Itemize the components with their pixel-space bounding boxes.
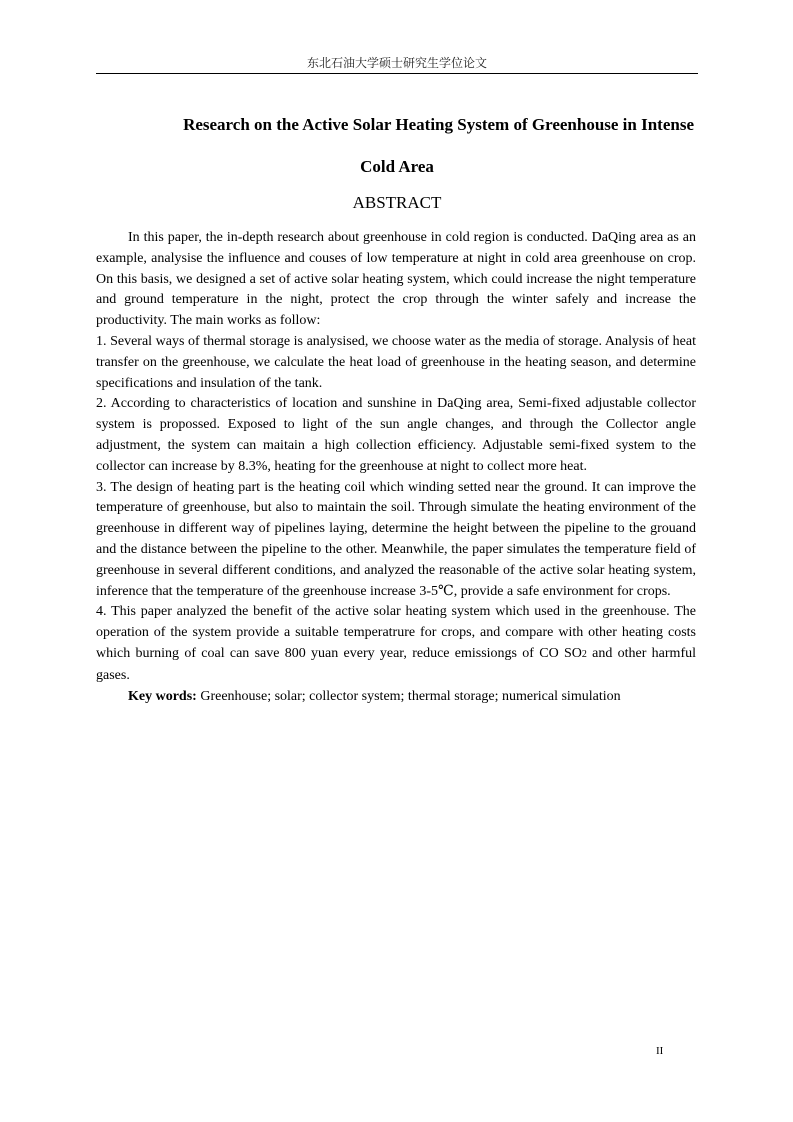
abstract-item-4-text: 4. This paper analyzed the benefit of the active solar heating system which used in the greenhouse. The operation of the system provide a suitable temperatrure for crops, and compare with other heating costs which burning of coal can save 800 yuan every year, reduce emissiongs of CO SO xyxy=(96,604,696,661)
page-number: II xyxy=(656,1045,664,1057)
abstract-item-2: 2. According to characteristics of location and sunshine in DaQing area, Semi-fixed adjustable collector system is propossed. Exposed to light of the sun angle changes, and through the Collector angle adjustment, the system can maitain a high collection efficiency. Adjustable semi-fixed system to the collector can increase by 8.3%, heating for the greenhouse at night to collect more heat. xyxy=(96,396,696,474)
keywords-label: Key words: xyxy=(128,688,197,704)
header-divider xyxy=(96,73,698,74)
thesis-title-line2: Cold Area xyxy=(360,157,434,176)
thesis-title-line1: Research on the Active Solar Heating System of Greenhouse in Intense xyxy=(183,115,694,134)
keywords-line xyxy=(96,687,696,708)
abstract-item-1: 1. Several ways of thermal storage is analysised, we choose water as the media of storage. Analysis of heat transfer on the greenhouse, we calculate the heat load of greenhouse in the heating season, and determine specifications and insulation of the tank. xyxy=(96,333,696,391)
abstract-item-3: 3. The design of heating part is the heating coil which winding setted near the ground. It can improve the temperature of greenhouse, but also to maintain the soil. Through simulate the heating environment of the greenhouse in different way of pipelines laying, determine the height between the pipeline to the grouand and the distance between the pipeline to the other. Meanwhile, the paper simulates the temperature field of greenhouse in several different conditions, and analyzed the reasonable of the active solar heating system, inference that the temperature of the greenhouse increase 3-5℃, provide a safe environment for crops. xyxy=(96,479,696,599)
abstract-intro-paragraph: In this paper, the in-depth research about greenhouse in cold region is conducted. DaQing area as an example, analysise the influence and couses of low temperature at night in cold area greenhouse on crop. On this basis, we designed a set of active solar heating system, which could increase the night temperature and ground temperature in the night, protect the crop through the winter safely and increase the productivity. The main works as follow: xyxy=(96,230,696,329)
abstract-body xyxy=(96,228,696,707)
thesis-title xyxy=(96,104,698,188)
abstract-item-4 xyxy=(96,602,696,686)
abstract-item-4-text-end: and other harmful gases. xyxy=(96,645,696,683)
keywords-text: Greenhouse; solar; collector system; thermal storage; numerical simulation xyxy=(196,688,621,704)
abstract-heading: ABSTRACT xyxy=(352,193,442,212)
abstract-item-4-subscript: 2 xyxy=(581,648,587,660)
running-header: 东北石油大学硕士研究生学位论文 xyxy=(306,56,487,70)
